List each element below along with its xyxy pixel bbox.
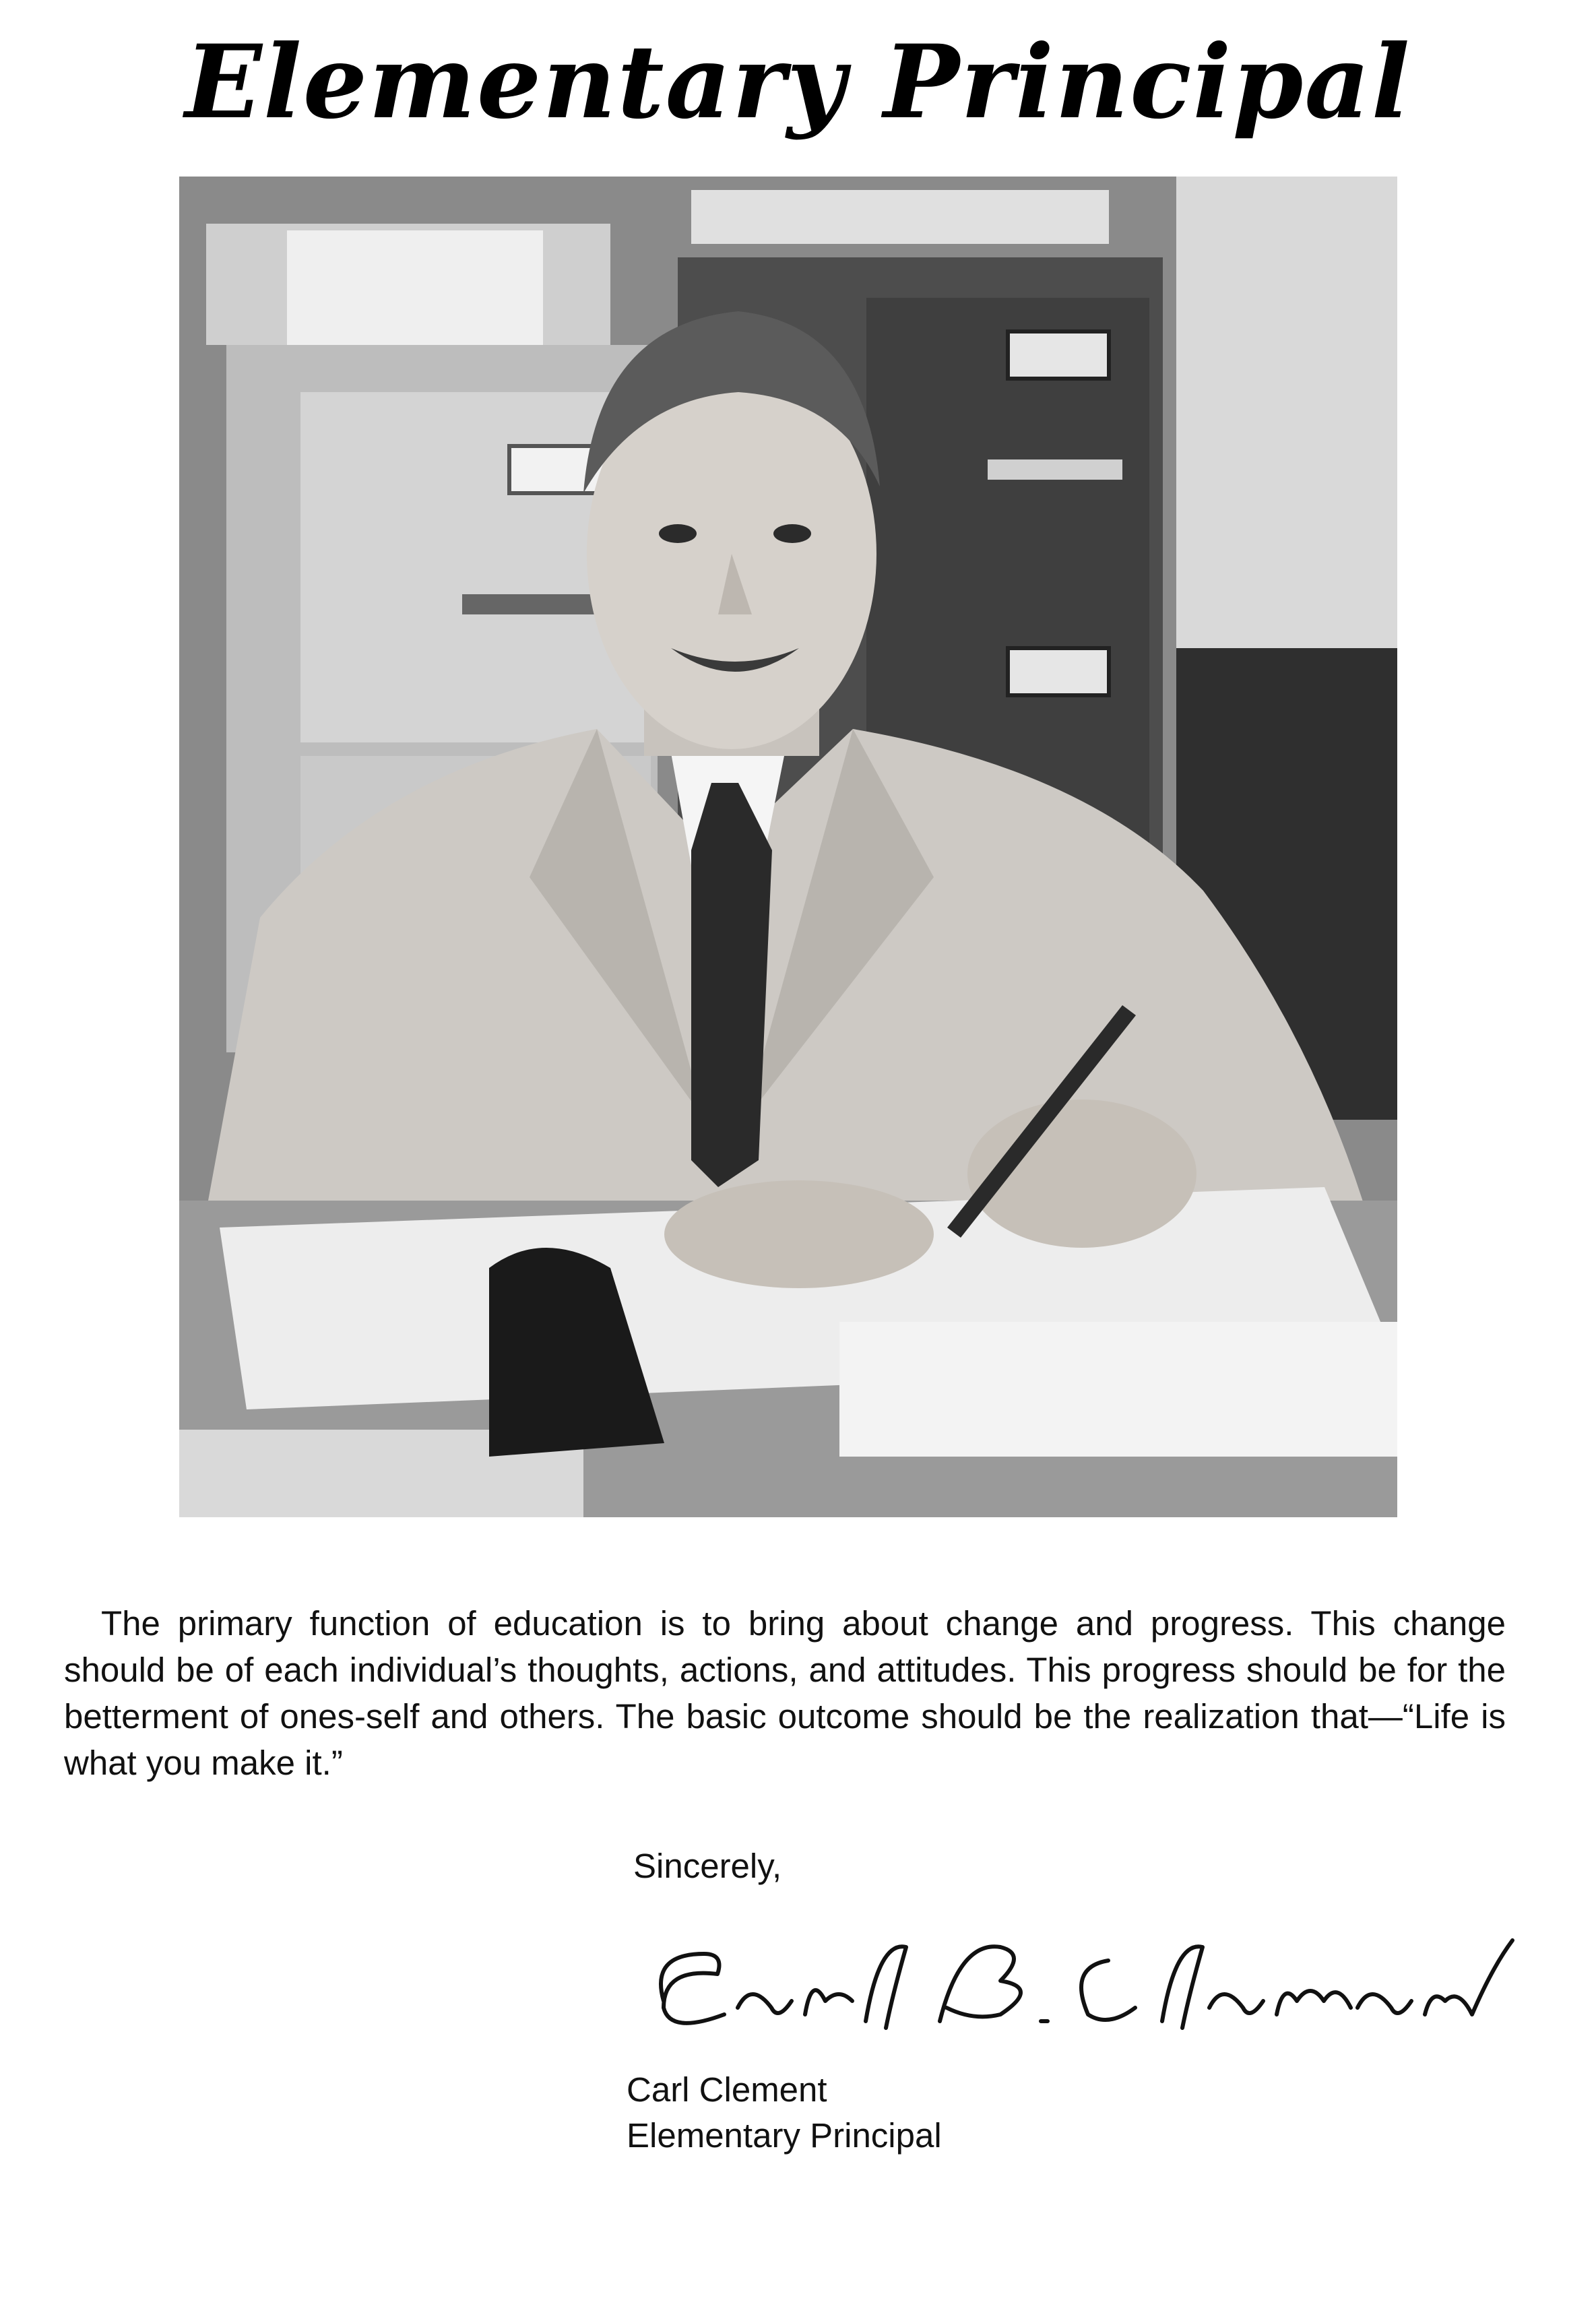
signatory-name: Carl Clement bbox=[627, 2070, 827, 2109]
page-title: Elementary Principal bbox=[185, 23, 1411, 141]
signatory-role: Elementary Principal bbox=[627, 2116, 942, 2155]
principal-portrait-photo bbox=[179, 177, 1397, 1517]
handwritten-signature bbox=[623, 1927, 1526, 2055]
letter-closing: Sincerely, bbox=[633, 1847, 782, 1885]
letter-body-paragraph: The primary function of education is to bring about change and progress. This change should be of each individual’s thoughts, actions, and attitudes. This progress should be for the betterment of ones-self and others. The basic outcome should be the realization that—“Life is what you make it.” bbox=[64, 1604, 1506, 1782]
